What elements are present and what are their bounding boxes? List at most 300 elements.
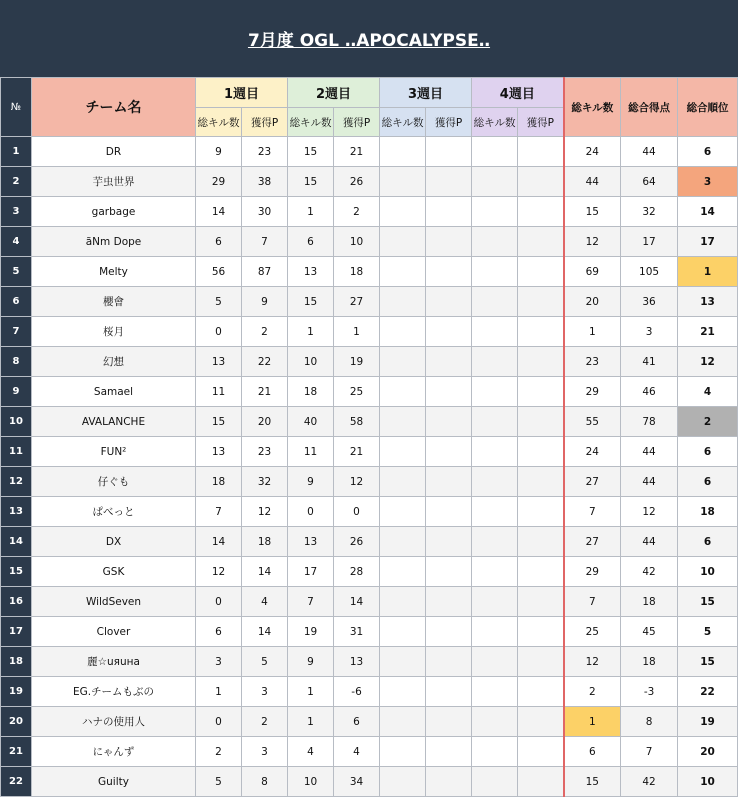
header-row-weeks (1, 78, 738, 108)
table-row (1, 497, 738, 527)
score-cell-w2p: 12 (334, 467, 380, 497)
page-title: 7月度 OGL ‥APOCALYPSE‥ (247, 31, 491, 51)
table-row (1, 617, 738, 647)
score-cell-w3k (380, 377, 426, 407)
score-cell-w3k (380, 257, 426, 287)
total-kills-cell: 2 (564, 677, 621, 707)
score-cell-w2k: 11 (288, 437, 334, 467)
score-cell-w4k (472, 257, 518, 287)
score-cell-w1k: 9 (196, 137, 242, 167)
score-cell-w4k (472, 587, 518, 617)
overall-rank-cell: 19 (678, 707, 738, 737)
score-cell-w3p (426, 257, 472, 287)
score-cell-w3p (426, 677, 472, 707)
score-cell-w1p: 20 (242, 407, 288, 437)
total-points-cell: 44 (621, 437, 678, 467)
total-kills-cell: 12 (564, 647, 621, 677)
week4-kills-header: 総キル数 (472, 108, 518, 137)
score-cell-w1k: 29 (196, 167, 242, 197)
total-points-cell: 44 (621, 137, 678, 167)
score-cell-w4p (518, 497, 564, 527)
score-cell-w3p (426, 557, 472, 587)
score-cell-w1k: 15 (196, 407, 242, 437)
team-name-cell: 麗☆uяuнa (32, 647, 196, 677)
overall-rank-cell: 6 (678, 467, 738, 497)
score-cell-w2p: 10 (334, 227, 380, 257)
score-cell-w4k (472, 707, 518, 737)
week4-points-header: 獲得P (518, 108, 564, 137)
team-name-cell: 櫻會 (32, 287, 196, 317)
score-cell-w2k: 1 (288, 677, 334, 707)
score-cell-w2p: 31 (334, 617, 380, 647)
row-number: 7 (1, 317, 32, 347)
total-points-cell: 3 (621, 317, 678, 347)
score-cell-w1p: 18 (242, 527, 288, 557)
team-name-cell: ハナの使用人 (32, 707, 196, 737)
week3-kills-header: 総キル数 (380, 108, 426, 137)
score-cell-w1k: 56 (196, 257, 242, 287)
table-row (1, 767, 738, 797)
table-row (1, 677, 738, 707)
total-kills-cell: 29 (564, 377, 621, 407)
total-kills-cell: 20 (564, 287, 621, 317)
score-cell-w4p (518, 467, 564, 497)
score-cell-w1p: 14 (242, 617, 288, 647)
total-points-cell: 42 (621, 767, 678, 797)
total-kills-cell: 24 (564, 437, 621, 467)
overall-rank-cell: 12 (678, 347, 738, 377)
score-cell-w1p: 22 (242, 347, 288, 377)
score-cell-w4k (472, 437, 518, 467)
score-cell-w1p: 7 (242, 227, 288, 257)
score-cell-w1k: 3 (196, 647, 242, 677)
team-name-cell: 仔ぐも (32, 467, 196, 497)
team-name-cell: DX (32, 527, 196, 557)
row-number: 5 (1, 257, 32, 287)
score-cell-w3p (426, 227, 472, 257)
total-points-cell: 18 (621, 587, 678, 617)
total-points-cell: 36 (621, 287, 678, 317)
score-cell-w1p: 23 (242, 437, 288, 467)
total-points-cell: 12 (621, 497, 678, 527)
row-number: 2 (1, 167, 32, 197)
score-cell-w2k: 19 (288, 617, 334, 647)
score-cell-w2p: 14 (334, 587, 380, 617)
overall-rank-cell: 21 (678, 317, 738, 347)
total-points-cell: 17 (621, 227, 678, 257)
score-cell-w3k (380, 347, 426, 377)
score-cell-w1k: 7 (196, 497, 242, 527)
row-number: 9 (1, 377, 32, 407)
score-cell-w4p (518, 617, 564, 647)
score-cell-w4k (472, 407, 518, 437)
total-points-cell: 78 (621, 407, 678, 437)
week2-header: 2週目 (288, 78, 380, 108)
score-cell-w2k: 13 (288, 527, 334, 557)
score-cell-w1k: 2 (196, 737, 242, 767)
row-number: 1 (1, 137, 32, 167)
row-number: 3 (1, 197, 32, 227)
score-cell-w4p (518, 317, 564, 347)
score-cell-w4k (472, 227, 518, 257)
score-cell-w1p: 23 (242, 137, 288, 167)
total-kills-cell: 44 (564, 167, 621, 197)
score-cell-w4k (472, 167, 518, 197)
score-cell-w4p (518, 677, 564, 707)
total-kills-cell: 7 (564, 587, 621, 617)
score-cell-w3k (380, 137, 426, 167)
score-cell-w3k (380, 467, 426, 497)
total-points-cell: 8 (621, 707, 678, 737)
score-cell-w3k (380, 287, 426, 317)
score-cell-w2p: 21 (334, 137, 380, 167)
score-cell-w1p: 38 (242, 167, 288, 197)
score-cell-w4k (472, 677, 518, 707)
score-cell-w4p (518, 737, 564, 767)
score-cell-w3p (426, 437, 472, 467)
score-cell-w2k: 13 (288, 257, 334, 287)
overall-rank-cell: 6 (678, 137, 738, 167)
score-cell-w4p (518, 377, 564, 407)
overall-rank-cell: 14 (678, 197, 738, 227)
week2-kills-header: 総キル数 (288, 108, 334, 137)
score-cell-w4p (518, 407, 564, 437)
score-cell-w2p: 0 (334, 497, 380, 527)
total-points-cell: 32 (621, 197, 678, 227)
table-row (1, 737, 738, 767)
total-kills-cell: 15 (564, 767, 621, 797)
table-row (1, 227, 738, 257)
score-cell-w1p: 4 (242, 587, 288, 617)
score-cell-w4p (518, 167, 564, 197)
row-number: 4 (1, 227, 32, 257)
week4-header: 4週目 (472, 78, 564, 108)
score-cell-w1p: 87 (242, 257, 288, 287)
total-points-cell: 7 (621, 737, 678, 767)
score-cell-w3k (380, 197, 426, 227)
total-points-cell: 105 (621, 257, 678, 287)
score-cell-w2k: 15 (288, 167, 334, 197)
score-cell-w4k (472, 197, 518, 227)
score-cell-w4k (472, 137, 518, 167)
score-cell-w2p: 19 (334, 347, 380, 377)
score-cell-w1p: 8 (242, 767, 288, 797)
overall-rank-cell: 10 (678, 557, 738, 587)
score-cell-w4p (518, 767, 564, 797)
score-cell-w3p (426, 617, 472, 647)
team-name-cell: ぱべっと (32, 497, 196, 527)
score-cell-w3p (426, 497, 472, 527)
score-cell-w3p (426, 167, 472, 197)
total-kills-cell: 27 (564, 527, 621, 557)
table-row (1, 287, 738, 317)
table-row (1, 707, 738, 737)
row-number: 21 (1, 737, 32, 767)
score-cell-w3k (380, 167, 426, 197)
row-number: 15 (1, 557, 32, 587)
score-cell-w2k: 10 (288, 767, 334, 797)
overall-rank-cell: 22 (678, 677, 738, 707)
score-cell-w3p (426, 737, 472, 767)
score-cell-w2p: 2 (334, 197, 380, 227)
table-row (1, 527, 738, 557)
team-name-cell: 桜月 (32, 317, 196, 347)
score-cell-w3p (426, 287, 472, 317)
score-cell-w3p (426, 467, 472, 497)
score-cell-w3k (380, 527, 426, 557)
score-cell-w1k: 0 (196, 707, 242, 737)
total-kills-cell: 7 (564, 497, 621, 527)
title-bar (0, 0, 738, 78)
score-cell-w2p: 26 (334, 167, 380, 197)
row-number: 22 (1, 767, 32, 797)
score-cell-w2p: 1 (334, 317, 380, 347)
score-cell-w4p (518, 587, 564, 617)
total-kills-cell: 23 (564, 347, 621, 377)
total-kills-cell: 27 (564, 467, 621, 497)
score-cell-w1k: 6 (196, 227, 242, 257)
score-cell-w3k (380, 707, 426, 737)
team-name-cell: 幻想 (32, 347, 196, 377)
score-cell-w4p (518, 257, 564, 287)
score-cell-w2p: 13 (334, 647, 380, 677)
score-cell-w2k: 4 (288, 737, 334, 767)
table-row (1, 557, 738, 587)
table-row (1, 137, 738, 167)
score-cell-w4k (472, 767, 518, 797)
score-cell-w2p: -6 (334, 677, 380, 707)
score-cell-w1k: 0 (196, 317, 242, 347)
overall-rank-cell: 15 (678, 647, 738, 677)
score-cell-w1p: 3 (242, 677, 288, 707)
overall-rank-header: 総合順位 (678, 78, 738, 137)
team-name-cell: Melty (32, 257, 196, 287)
overall-rank-cell: 4 (678, 377, 738, 407)
row-number: 13 (1, 497, 32, 527)
score-cell-w1p: 21 (242, 377, 288, 407)
score-cell-w3k (380, 617, 426, 647)
score-cell-w4k (472, 617, 518, 647)
score-cell-w4k (472, 497, 518, 527)
total-kills-cell: 25 (564, 617, 621, 647)
score-cell-w1k: 18 (196, 467, 242, 497)
overall-rank-cell: 18 (678, 497, 738, 527)
score-cell-w2p: 26 (334, 527, 380, 557)
table-row (1, 437, 738, 467)
score-cell-w4p (518, 557, 564, 587)
score-cell-w2k: 17 (288, 557, 334, 587)
score-cell-w1p: 2 (242, 317, 288, 347)
total-points-cell: 44 (621, 527, 678, 557)
week3-points-header: 獲得P (426, 108, 472, 137)
overall-rank-cell: 3 (678, 167, 738, 197)
score-cell-w1p: 30 (242, 197, 288, 227)
score-cell-w2p: 4 (334, 737, 380, 767)
score-cell-w4k (472, 557, 518, 587)
score-cell-w4p (518, 437, 564, 467)
score-cell-w3p (426, 407, 472, 437)
score-cell-w3p (426, 317, 472, 347)
total-points-cell: -3 (621, 677, 678, 707)
team-name-cell: WildSeven (32, 587, 196, 617)
score-cell-w4k (472, 647, 518, 677)
table-row (1, 167, 738, 197)
score-cell-w2p: 6 (334, 707, 380, 737)
score-cell-w2k: 1 (288, 197, 334, 227)
score-cell-w1k: 5 (196, 287, 242, 317)
score-cell-w1p: 14 (242, 557, 288, 587)
week1-points-header: 獲得P (242, 108, 288, 137)
score-cell-w4p (518, 137, 564, 167)
score-cell-w1k: 12 (196, 557, 242, 587)
week3-header: 3週目 (380, 78, 472, 108)
team-name-cell: FUN² (32, 437, 196, 467)
table-row (1, 197, 738, 227)
score-cell-w4k (472, 467, 518, 497)
total-kills-cell: 69 (564, 257, 621, 287)
score-cell-w2k: 1 (288, 707, 334, 737)
score-cell-w4p (518, 227, 564, 257)
no-header: № (1, 78, 32, 137)
score-cell-w3k (380, 437, 426, 467)
row-number: 20 (1, 707, 32, 737)
score-cell-w2p: 58 (334, 407, 380, 437)
row-number: 6 (1, 287, 32, 317)
row-number: 18 (1, 647, 32, 677)
score-cell-w2k: 40 (288, 407, 334, 437)
total-kills-cell: 1 (564, 707, 621, 737)
score-cell-w1k: 14 (196, 197, 242, 227)
table-row (1, 407, 738, 437)
total-points-cell: 42 (621, 557, 678, 587)
score-cell-w3k (380, 227, 426, 257)
team-name-header: チーム名 (32, 78, 196, 137)
score-cell-w2k: 9 (288, 647, 334, 677)
row-number: 17 (1, 617, 32, 647)
score-cell-w3p (426, 197, 472, 227)
score-cell-w1k: 14 (196, 527, 242, 557)
score-cell-w4k (472, 377, 518, 407)
team-name-cell: AVALANCHE (32, 407, 196, 437)
score-cell-w4k (472, 527, 518, 557)
score-cell-w1p: 3 (242, 737, 288, 767)
score-cell-w1k: 0 (196, 587, 242, 617)
total-kills-cell: 6 (564, 737, 621, 767)
overall-rank-cell: 10 (678, 767, 738, 797)
score-cell-w1p: 12 (242, 497, 288, 527)
total-kills-cell: 55 (564, 407, 621, 437)
score-cell-w1p: 5 (242, 647, 288, 677)
score-cell-w2k: 15 (288, 137, 334, 167)
overall-rank-cell: 20 (678, 737, 738, 767)
row-number: 10 (1, 407, 32, 437)
score-cell-w3k (380, 647, 426, 677)
overall-rank-cell: 17 (678, 227, 738, 257)
score-cell-w1k: 1 (196, 677, 242, 707)
row-number: 12 (1, 467, 32, 497)
team-name-cell: DR (32, 137, 196, 167)
overall-rank-cell: 6 (678, 437, 738, 467)
team-name-cell: EG.チームもぶの (32, 677, 196, 707)
score-cell-w2p: 25 (334, 377, 380, 407)
overall-rank-cell: 13 (678, 287, 738, 317)
score-cell-w3k (380, 557, 426, 587)
score-cell-w3k (380, 317, 426, 347)
score-cell-w2k: 0 (288, 497, 334, 527)
table-row (1, 467, 738, 497)
standings-table (0, 77, 738, 797)
table-row (1, 587, 738, 617)
score-cell-w3p (426, 587, 472, 617)
score-cell-w3k (380, 767, 426, 797)
total-kills-cell: 1 (564, 317, 621, 347)
score-cell-w1p: 32 (242, 467, 288, 497)
row-number: 16 (1, 587, 32, 617)
total-points-cell: 44 (621, 467, 678, 497)
team-name-cell: ãNm Dope (32, 227, 196, 257)
table-row (1, 317, 738, 347)
row-number: 11 (1, 437, 32, 467)
score-cell-w3p (426, 377, 472, 407)
score-cell-w2k: 6 (288, 227, 334, 257)
week1-header: 1週目 (196, 78, 288, 108)
total-kills-cell: 15 (564, 197, 621, 227)
score-cell-w2p: 28 (334, 557, 380, 587)
team-name-cell: Clover (32, 617, 196, 647)
score-cell-w3k (380, 737, 426, 767)
score-cell-w3k (380, 497, 426, 527)
team-name-cell: garbage (32, 197, 196, 227)
row-number: 19 (1, 677, 32, 707)
week1-kills-header: 総キル数 (196, 108, 242, 137)
team-name-cell: Samael (32, 377, 196, 407)
score-cell-w1k: 11 (196, 377, 242, 407)
score-cell-w4p (518, 347, 564, 377)
score-cell-w2p: 18 (334, 257, 380, 287)
table-row (1, 647, 738, 677)
score-cell-w1k: 6 (196, 617, 242, 647)
overall-rank-cell: 5 (678, 617, 738, 647)
score-cell-w3p (426, 647, 472, 677)
team-name-cell: にゃんず (32, 737, 196, 767)
score-cell-w4p (518, 287, 564, 317)
total-kills-header: 総キル数 (564, 78, 621, 137)
score-cell-w3p (426, 767, 472, 797)
overall-rank-cell: 2 (678, 407, 738, 437)
score-cell-w1k: 13 (196, 437, 242, 467)
score-cell-w4p (518, 707, 564, 737)
overall-rank-cell: 6 (678, 527, 738, 557)
row-number: 14 (1, 527, 32, 557)
table-row (1, 377, 738, 407)
score-cell-w3k (380, 587, 426, 617)
total-points-cell: 46 (621, 377, 678, 407)
table-row (1, 347, 738, 377)
total-kills-cell: 12 (564, 227, 621, 257)
team-name-cell: GSK (32, 557, 196, 587)
score-cell-w4p (518, 527, 564, 557)
score-cell-w2k: 10 (288, 347, 334, 377)
week2-points-header: 獲得P (334, 108, 380, 137)
score-cell-w2p: 34 (334, 767, 380, 797)
score-cell-w2k: 18 (288, 377, 334, 407)
team-name-cell: Guilty (32, 767, 196, 797)
total-points-cell: 18 (621, 647, 678, 677)
total-kills-cell: 29 (564, 557, 621, 587)
total-kills-cell: 24 (564, 137, 621, 167)
total-points-cell: 41 (621, 347, 678, 377)
score-cell-w1k: 13 (196, 347, 242, 377)
